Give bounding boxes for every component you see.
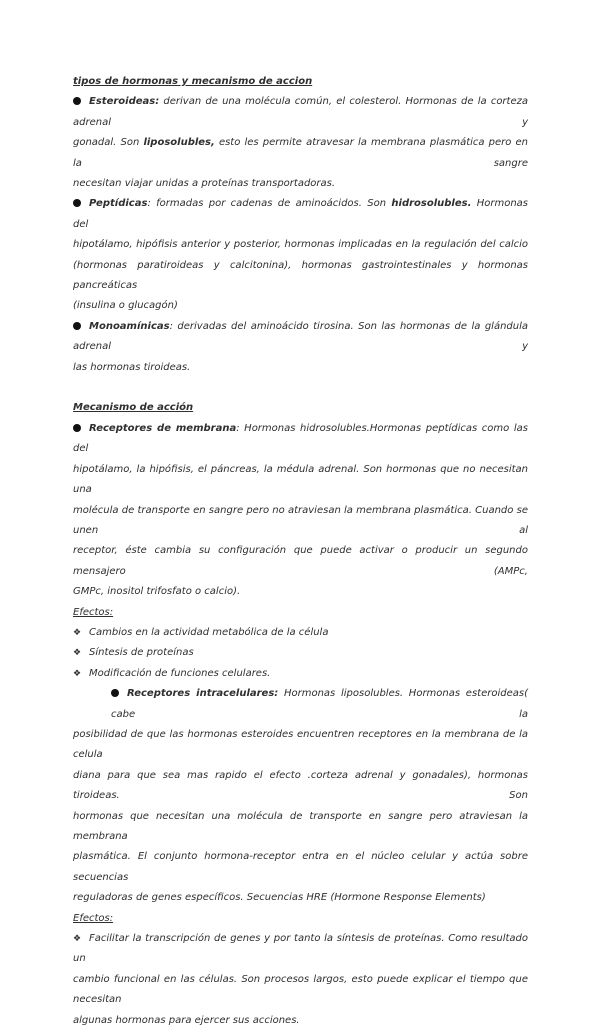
membrana-line-4: receptor, éste cambia su configuración que puede activar o producir un segundo mensajero (AMPc, [73, 545, 528, 577]
esteroideas-line-3: necesitan viajar unidas a proteínas transportadoras. [73, 178, 336, 190]
document-page [73, 72, 528, 1031]
facilitar-line-1: ❖ Facilitar la transcripción de genes y por tanto la síntesis de proteínas. Como resultado un [73, 929, 528, 970]
peptidicas-line-3: (hormonas paratiroideas y calcitonina), hormonas gastrointestinales y hormonas pancreáticas [73, 259, 528, 292]
bullet-icon [73, 97, 81, 105]
membrana-line-5: GMPc, inositol trifosfato o calcio). [73, 586, 241, 598]
term-receptores-intracelulares: Receptores intracelulares: [127, 688, 279, 700]
diamond-bullet-icon: ❖ [73, 648, 82, 659]
membrana-line-1: Receptores de membrana: Hormonas hidrosolubles.Hormonas peptídicas como las del [73, 422, 528, 455]
bullet-icon [73, 322, 81, 330]
intracelulares-line-5: plasmática. El conjunto hormona-receptor entra en el núcleo celular y actúa sobre secuencias [73, 851, 528, 883]
term-receptores-membrana: Receptores de membrana [89, 422, 237, 434]
term-peptidicas: Peptídicas [89, 198, 148, 210]
heading-mecanismo-accion: Mecanismo de acción [73, 402, 194, 414]
facilitar-line-2: cambio funcional en las células. Son procesos largos, esto puede explicar el tiempo que necesitan [73, 973, 528, 1006]
term-hidrosolubles: hidrosolubles. [391, 198, 472, 210]
esteroideas-line-1: Esteroideas: derivan de una molécula común, el colesterol. Hormonas de la corteza adrenal y [73, 96, 528, 128]
membrana-line-3: molécula de transporte en sangre pero no atraviesan la membrana plasmática. Cuando se unen al [73, 504, 528, 536]
bullet-icon [111, 689, 119, 697]
term-monoaminicas: Monoamínicas [89, 320, 170, 332]
effect-item: ❖ Síntesis de proteínas [73, 643, 528, 663]
bullet-icon [73, 424, 81, 432]
monoaminicas-line-2: las hormonas tiroideas. [73, 361, 191, 373]
diamond-bullet-icon: ❖ [73, 668, 82, 679]
peptidicas-line-2: hipotálamo, hipófisis anterior y posterior, hormonas implicadas en la regulación del calcio [73, 239, 528, 251]
peptidicas-line-4: (insulina o glucagón) [73, 300, 178, 312]
intracelulares-line-4: hormonas que necesitan una molécula de transporte en sangre pero atraviesan la membrana [73, 810, 528, 843]
diamond-bullet-icon: ❖ [73, 934, 82, 945]
intracelulares-line-1: Receptores intracelulares: Hormonas liposolubles. Hormonas esteroideas( cabe la [111, 688, 528, 720]
intracelulares-line-2: posibilidad de que las hormonas esteroides encuentren receptores en la membrana de la celula [73, 728, 528, 761]
peptidicas-line-1: Peptídicas: formadas por cadenas de aminoácidos. Son hidrosolubles. Hormonas del [73, 198, 528, 230]
efectos-label-2: Efectos: [73, 912, 114, 924]
intracelulares-line-3: diana para que sea mas rapido el efecto .corteza adrenal y gonadales), hormonas tiroideas. Son [73, 769, 528, 802]
efectos-label-1: Efectos: [73, 606, 114, 618]
intracelulares-line-6: reguladoras de genes específicos. Secuencias HRE (Hormone Response Elements) [73, 892, 486, 904]
spacer [73, 378, 528, 398]
diamond-bullet-icon: ❖ [73, 627, 82, 638]
membrana-line-2: hipotálamo, la hipófisis, el páncreas, la médula adrenal. Son hormonas que no necesitan una [73, 463, 528, 496]
bullet-icon [73, 199, 81, 207]
effect-item: ❖ Cambios en la actividad metabólica de la célula [73, 623, 528, 643]
term-liposolubles: liposolubles, [143, 137, 215, 149]
effect-item: ❖ Modificación de funciones celulares. [73, 664, 528, 684]
monoaminicas-line-1: Monoamínicas: derivadas del aminoácido tirosina. Son las hormonas de la glándula adrenal y [73, 320, 528, 353]
term-esteroideas: Esteroideas: [89, 96, 160, 108]
heading-tipos-hormonas: tipos de hormonas y mecanismo de accion [73, 76, 313, 87]
facilitar-line-3: algunas hormonas para ejercer sus acciones. [73, 1014, 300, 1026]
esteroideas-line-2: gonadal. Son liposolubles, esto les permite atravesar la membrana plasmática pero en la sangre [73, 137, 528, 169]
